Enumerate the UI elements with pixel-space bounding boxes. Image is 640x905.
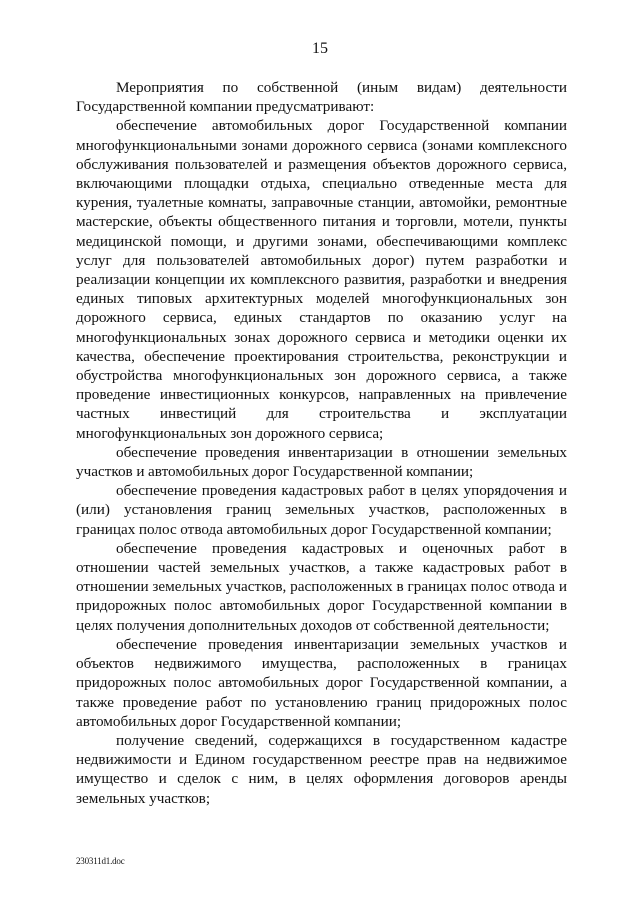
paragraph-cadastral-boundaries: обеспечение проведения кадастровых работ в целях упорядочения и (или) установления границ земельных участков, расположенных в границах полос отвода автомобильных дорог Государственной компании; — [76, 482, 567, 538]
footer-filename: 230311d1.doc — [76, 856, 125, 866]
paragraph-roadside-inventory: обеспечение проведения инвентаризации земельных участков и объектов недвижимого имущества, расположенных в границах придорожных полос автомобильных дорог Государственной компании, а также проведение работ по установлению границ придорожных полос автомобильных дорог Государственной компании; — [76, 635, 567, 730]
paragraph-registry-info: получение сведений, содержащихся в государственном кадастре недвижимости и Едином государственном реестре прав на недвижимое имущество и сделок с ним, в целях оформления договоров аренды земельных участков; — [76, 731, 567, 807]
paragraph-intro: Мероприятия по собственной (иным видам) деятельности Государственной компании предусматривают: — [76, 79, 567, 116]
document-body — [76, 78, 567, 808]
paragraph-cadastral-valuation: обеспечение проведения кадастровых и оценочных работ в отношении частей земельных участков, а также кадастровых работ в отношении земельных участков, расположенных в границах полос отвода и придорожных полос автомобильных дорог Государственной компании в целях получения дополнительных доходов от собственной деятельности; — [76, 539, 567, 634]
paragraph-inventory: обеспечение проведения инвентаризации в отношении земельных участков и автомобильных дорог Государственной компании; — [76, 443, 567, 481]
page-number: 15 — [312, 40, 328, 57]
paragraph-road-service-zones: обеспечение автомобильных дорог Государственной компании многофункциональными зонами дорожного сервиса (зонами комплексного обслуживания пользователей и размещения объектов дорожного сервиса, включающими площадки отдыха, специально отведенные места для курения, туалетные комнаты, заправочные станции, автомойки, ремонтные мастерские, объекты общественного питания и торговли, мотели, пункты медицинской помощи, и другими зонами, обеспечивающими комплекс услуг для пользователей автомобильных дорог) путем разработки и реализации концепции их комплексного развития, разработки и внедрения единых типовых архитектурных моделей многофункциональных зон дорожного сервиса, единых стандартов по оказанию услуг на многофункциональных зонах дорожного сервиса и методики оценки их качества, обеспечение проектирования строительства, реконструкции и обустройства многофункциональных зон дорожного сервиса, а также проведение инвестиционных конкурсов, направленных на привлечение частных инвестиций для строительства и эксплуатации многофункциональных зон дорожного сервиса; — [76, 117, 567, 442]
